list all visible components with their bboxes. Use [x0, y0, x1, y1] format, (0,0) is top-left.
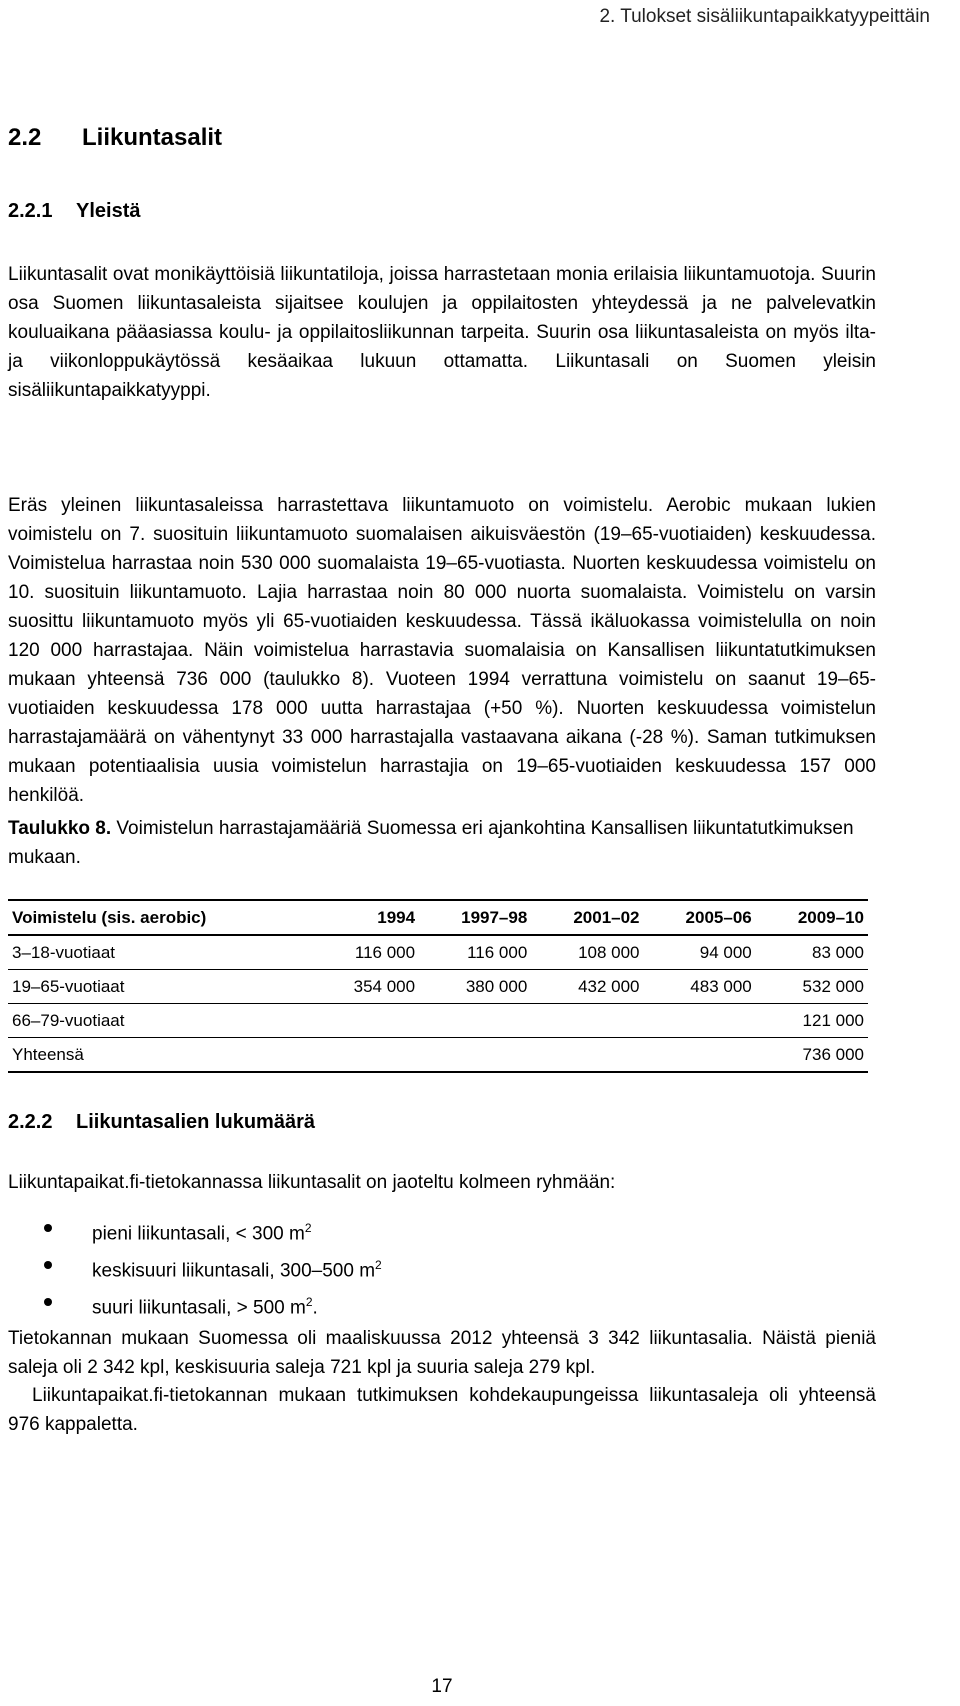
table-cell: 432 000 — [531, 970, 643, 1004]
list-item-text: keskisuuri liikuntasali, 300–500 m — [92, 1260, 376, 1282]
table-row — [8, 935, 868, 970]
table-cell: 3–18-vuotiaat — [8, 935, 314, 970]
bullet-icon — [44, 1224, 52, 1232]
table-caption-label: Taulukko 8. — [8, 818, 112, 839]
table-cell — [531, 1038, 643, 1073]
table-cell: 94 000 — [644, 935, 756, 970]
table-cell: 532 000 — [756, 970, 868, 1004]
size-groups-list — [44, 1210, 382, 1321]
table-cell: 354 000 — [314, 970, 419, 1004]
intro-paragraph: Liikuntasalit ovat monikäyttöisiä liikuntatiloja, joissa harrastetaan monia erilaisia liikuntamuotoja. Suurin osa Suomen liikuntasaleista sijaitsee koulujen ja oppilaitosten yhteydessä ja ne palvelevatkin kouluaikana pääasiassa koulu- ja oppilaitosliikunnan tarpeita. Suurin osa liikuntasaleista on myös ilta- ja viikonloppukäytössä kesäaikaa lukuun ottamatta. Liikuntasali on Suomen yleisin sisäliikuntapaikkatyyppi. — [8, 264, 876, 401]
table-cell: 116 000 — [314, 935, 419, 970]
table-cell — [314, 1004, 419, 1038]
table-header-cell: 2005–06 — [644, 900, 756, 935]
study-paragraph: Liikuntapaikat.fi-tietokannan mukaan tutkimuksen kohdekaupungeissa liikuntasaleja oli yhteensä 976 kappaletta. — [8, 1385, 876, 1435]
table-header-cell: 2001–02 — [531, 900, 643, 935]
table-cell: 116 000 — [419, 935, 531, 970]
table-cell: Yhteensä — [8, 1038, 314, 1073]
running-header: 2. Tulokset sisäliikuntapaikkatyypeittäin — [599, 6, 930, 27]
table-row — [8, 970, 868, 1004]
list-item-suffix: . — [312, 1297, 318, 1319]
table-cell: 83 000 — [756, 935, 868, 970]
table-cell: 108 000 — [531, 935, 643, 970]
table-cell: 380 000 — [419, 970, 531, 1004]
section-number: 2.2 — [8, 124, 42, 151]
table-cell — [644, 1004, 756, 1038]
list-item-text: pieni liikuntasali, < 300 m — [92, 1223, 305, 1245]
table-caption-text: Voimistelun harrastajamääriä Suomessa eri ajankohtina Kansallisen liikuntatutkimuksen mukaan. — [8, 818, 854, 868]
table-header-cell: 2009–10 — [756, 900, 868, 935]
superscript: 2 — [375, 1258, 382, 1272]
table-cell: 66–79-vuotiaat — [8, 1004, 314, 1038]
subsection-heading-count — [8, 1111, 315, 1134]
list-item — [44, 1210, 382, 1247]
table-cell — [419, 1004, 531, 1038]
table-header-cell: 1997–98 — [419, 900, 531, 935]
bullet-icon — [44, 1298, 52, 1306]
gymnastics-table — [8, 899, 868, 1073]
count-paragraph: Tietokannan mukaan Suomessa oli maaliskuussa 2012 yhteensä 3 342 liikuntasalia. Näistä pieniä saleja oli 2 342 kpl, keskisuuria saleja 721 kpl ja suuria saleja 279 kpl. — [8, 1328, 876, 1378]
groups-intro: Liikuntapaikat.fi-tietokannassa liikuntasalit on jaoteltu kolmeen ryhmään: — [8, 1172, 616, 1193]
subsection-number: 2.2.1 — [8, 200, 53, 222]
table-cell: 483 000 — [644, 970, 756, 1004]
subsection-heading-general — [8, 200, 140, 223]
table-cell — [314, 1038, 419, 1073]
table-cell: 19–65-vuotiaat — [8, 970, 314, 1004]
section-heading — [8, 124, 222, 152]
superscript: 2 — [305, 1295, 313, 1309]
subsection-number: 2.2.2 — [8, 1111, 53, 1133]
superscript: 2 — [304, 1221, 312, 1235]
list-item — [44, 1284, 382, 1321]
subsection-title: Yleistä — [76, 200, 141, 222]
table-header-row — [8, 900, 868, 935]
list-item — [44, 1247, 382, 1284]
table-cell: 736 000 — [756, 1038, 868, 1073]
table-caption — [8, 814, 876, 872]
subsection-title: Liikuntasalien lukumäärä — [76, 1111, 315, 1133]
section-title: Liikuntasalit — [82, 124, 223, 151]
list-item-text: suuri liikuntasali, > 500 m — [92, 1297, 306, 1319]
table-cell: 121 000 — [756, 1004, 868, 1038]
table-header-cell: 1994 — [314, 900, 419, 935]
table-total-row — [8, 1038, 868, 1073]
table-cell — [644, 1038, 756, 1073]
table-cell — [531, 1004, 643, 1038]
table-row — [8, 1004, 868, 1038]
bullet-icon — [44, 1261, 52, 1269]
gymnastics-paragraph: Eräs yleinen liikuntasaleissa harrastettava liikuntamuoto on voimistelu. Aerobic mukaan lukien voimistelu on 7. suosituin liikuntamuoto suomalaisen aikuisväestön (19–65-vuotiaiden) keskuudessa. Voimistelua harrastaa noin 530 000 suomalaista 19–65-vuotiasta. Nuorten keskuudessa voimistelu on 10. suosituin liikuntamuoto. Lajia harrastaa noin 80 000 nuorta suomalaista. Voimistelu on varsin suosittu liikuntamuoto myös yli 65-vuotiaiden keskuudessa. Tässä ikäluokassa voimistelulla on noin 120 000 harrastajaa. Näin voimistelua harrastavia suomalaisia on Kansallisen liikuntatutkimuksen mukaan yhteensä 736 000 (taulukko 8). Vuoteen 1994 verrattuna voimistelu on saanut 19–65-vuotiaiden keskuudessa 178 000 uutta harrastajaa (+50 %). Nuorten keskuudessa voimistelun harrastajamäärä on vähentynyt 33 000 harrastajalla vastaavana aikana (-28 %). Saman tutkimuksen mukaan potentiaalisia uusia voimistelun harrastajia on 19–65-vuotiaiden keskuudessa 157 000 henkilöä. — [8, 495, 876, 806]
page-number: 17 — [431, 1676, 453, 1697]
table-header-cell: Voimistelu (sis. aerobic) — [8, 900, 314, 935]
table-cell — [419, 1038, 531, 1073]
